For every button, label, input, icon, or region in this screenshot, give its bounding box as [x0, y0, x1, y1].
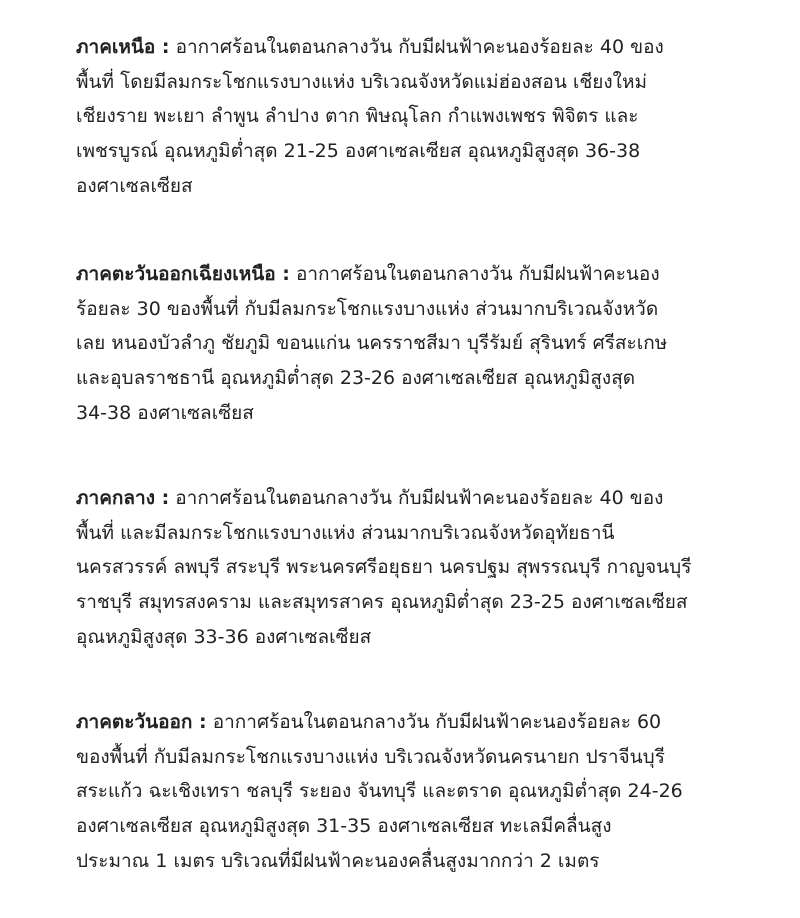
- forecast-line: องศาเซลเซียส: [76, 174, 193, 197]
- forecast-text: อากาศร้อนในตอนกลางวัน กับมีฝนฟ้าคะนองร้อยละ 40 ของ: [169, 487, 664, 509]
- forecast-line: เพชรบูรณ์ อุณหภูมิต่ำสุด 21-25 องศาเซลเซียส อุณหภูมิสูงสุด 36-38: [76, 140, 641, 163]
- forecast-line: นครสวรรค์ ลพบุรี สระบุรี พระนครศรีอยุธยา นครปฐม สุพรรณบุรี กาญจนบุรี: [76, 556, 692, 579]
- forecast-line: [76, 481, 766, 516]
- forecast-line: [76, 705, 766, 740]
- forecast-line: ประมาณ 1 เมตร บริเวณที่มีฝนฟ้าคะนองคลื่นสูงมากกว่า 2 เมตร: [76, 849, 600, 872]
- region-heading-north: ภาคเหนือ :: [76, 36, 170, 58]
- forecast-line: สระแก้ว ฉะเชิงเทรา ชลบุรี ระยอง จันทบุรี และตราด อุณหภูมิต่ำสุด 24-26: [76, 780, 683, 803]
- forecast-line: พื้นที่ และมีลมกระโชกแรงบางแห่ง ส่วนมากบริเวณจังหวัดอุทัยธานี: [76, 521, 615, 544]
- forecast-line: อุณหภูมิสูงสุด 33-36 องศาเซลเซียส: [76, 625, 372, 648]
- region-heading-northeast: ภาคตะวันออกเฉียงเหนือ :: [76, 263, 290, 285]
- forecast-line: ของพื้นที่ กับมีลมกระโชกแรงบางแห่ง บริเวณจังหวัดนครนายก ปราจีนบุรี: [76, 745, 665, 768]
- forecast-text: อากาศร้อนในตอนกลางวัน กับมีฝนฟ้าคะนอง: [289, 263, 660, 285]
- forecast-line: และอุบลราชธานี อุณหภูมิต่ำสุด 23-26 องศาเซลเซียส อุณหภูมิสูงสุด: [76, 367, 636, 390]
- forecast-line: [76, 257, 766, 292]
- forecast-line: ราชบุรี สมุทรสงคราม และสมุทรสาคร อุณหภูมิต่ำสุด 23-25 องศาเซลเซียส: [76, 591, 688, 614]
- region-forecast-northeast: [76, 257, 766, 431]
- forecast-line: องศาเซลเซียส อุณหภูมิสูงสุด 31-35 องศาเซลเซียส ทะเลมีคลื่นสูง: [76, 815, 612, 838]
- region-heading-central: ภาคกลาง :: [76, 487, 170, 509]
- forecast-line: พื้นที่ โดยมีลมกระโชกแรงบางแห่ง บริเวณจังหวัดแม่ฮ่องสอน เชียงใหม่: [76, 70, 648, 93]
- forecast-line: 34-38 องศาเซลเซียส: [76, 401, 254, 424]
- forecast-line: [76, 30, 766, 65]
- forecast-line: เชียงราย พะเยา ลำพูน ลำปาง ตาก พิษณุโลก กำแพงเพชร พิจิตร และ: [76, 105, 639, 128]
- region-heading-east: ภาคตะวันออก :: [76, 711, 207, 733]
- region-forecast-central: [76, 481, 766, 655]
- forecast-line: ร้อยละ 30 ของพื้นที่ กับมีลมกระโชกแรงบางแห่ง ส่วนมากบริเวณจังหวัด: [76, 297, 659, 320]
- region-forecast-east: [76, 705, 766, 879]
- forecast-text: อากาศร้อนในตอนกลางวัน กับมีฝนฟ้าคะนองร้อยละ 60: [206, 711, 662, 733]
- region-forecast-north: [76, 30, 766, 204]
- forecast-text: อากาศร้อนในตอนกลางวัน กับมีฝนฟ้าคะนองร้อยละ 40 ของ: [169, 36, 664, 58]
- forecast-line: เลย หนองบัวลำภู ชัยภูมิ ขอนแก่น นครราชสีมา บุรีรัมย์ สุรินทร์ ศรีสะเกษ: [76, 332, 668, 355]
